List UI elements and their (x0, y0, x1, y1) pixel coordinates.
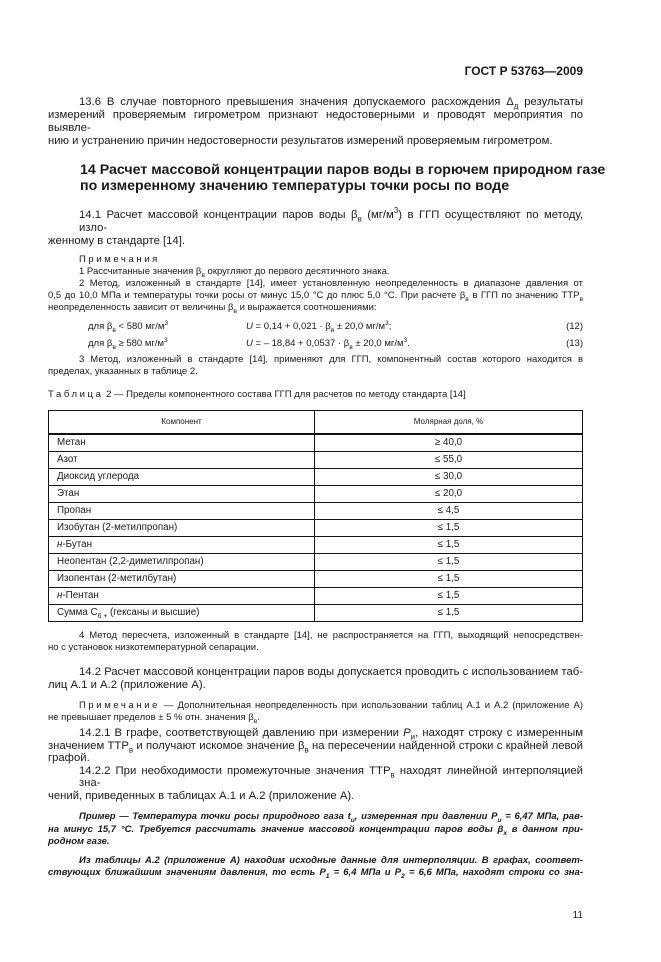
text-run: Сумма С (57, 607, 98, 618)
text-run: графой. (48, 752, 90, 764)
example-block (48, 811, 583, 849)
text-run: ствующих ближайшим значениям давления, то есть P (48, 867, 326, 878)
text-run: (мг/м (361, 209, 394, 221)
table-caption-text: 2 — Пределы компонентного состава ГГП для расчетов по методу стандарта [14] (103, 389, 466, 400)
component-cell (49, 605, 315, 622)
subscript: д (513, 101, 519, 111)
subscript: 6 + (97, 612, 108, 620)
text-run: 13.6 В случае повторного превышения значения допускаемого расхождения Δ (79, 96, 514, 108)
text-line (48, 630, 583, 642)
table-caption (48, 389, 583, 401)
text-run: 2 Метод, изложенный в стандарте [14], имеет установленную неопределенность в диапазоне давления от (79, 278, 583, 289)
text-run: . (257, 712, 260, 723)
formula-12 (48, 321, 583, 333)
text-line (48, 811, 583, 824)
molar-fraction-cell: ≤ 1,5 (315, 605, 583, 622)
table-header-row (49, 411, 583, 435)
text-line (48, 96, 583, 109)
molar-fraction-cell: ≤ 55,0 (315, 452, 583, 469)
table-row (49, 486, 583, 503)
text-line (48, 679, 583, 692)
paragraph-14-2 (48, 666, 583, 692)
text-run: ± 20,0 мг/м (352, 338, 404, 349)
note-3 (48, 354, 583, 378)
molar-fraction-cell: ≤ 1,5 (315, 537, 583, 554)
example-continuation (48, 855, 583, 880)
notes-block (48, 254, 583, 266)
text-run: родном газе. (48, 836, 110, 847)
subscript: в (201, 271, 205, 279)
text-run: в данном при- (507, 823, 583, 835)
subscript: в (128, 744, 134, 754)
component-cell (49, 486, 315, 503)
subscript: в (330, 326, 335, 334)
text-run: нию и устранению причин недостоверности результатов измерений проверяемым гигрометром. (48, 135, 553, 147)
superscript: 3 (164, 336, 168, 344)
table-row (49, 537, 583, 554)
component-cell (49, 554, 315, 571)
text-run: = 6,47 МПа, рав- (501, 811, 583, 822)
text-run: ± 20,0 мг/м (334, 321, 386, 332)
text-run: 14.1 Расчет массовой концентрации паров воды β (79, 209, 358, 221)
text-run: 1 Рассчитанные значения β (79, 266, 202, 277)
text-run: 14.2.1 В графе, соответствующей давлению при измерении (79, 727, 404, 739)
text-line (48, 836, 583, 849)
text-line (48, 700, 583, 712)
table-row (49, 469, 583, 486)
italic-symbol: P (403, 727, 411, 739)
superscript: 3 (385, 319, 389, 327)
component-cell (49, 469, 315, 486)
text-line (48, 666, 583, 679)
molar-fraction-cell: ≥ 40,0 (315, 434, 583, 452)
text-run: = 0,14 + 0,021 · β (252, 321, 331, 332)
text-run: . (407, 338, 410, 349)
component-cell (49, 503, 315, 520)
molar-fraction-cell: ≤ 4,5 (315, 503, 583, 520)
table-row (49, 605, 583, 622)
component-cell (49, 588, 315, 605)
subscript: и (410, 732, 416, 742)
column-header-component: Компонент (49, 411, 315, 435)
text-run: значением ТТР (48, 739, 129, 752)
text-line (48, 867, 583, 880)
text-run: Неопентан (2,2-диметилпропан) (57, 556, 204, 567)
text-run: — Дополнительная неопределенность при использовании таблиц А.1 и А.2 (приложение А) (160, 700, 583, 711)
text-run: = – 18,84 + 0,0537 · β (252, 338, 350, 349)
molar-fraction-cell: ≤ 20,0 (315, 486, 583, 503)
molar-fraction-cell: ≤ 1,5 (315, 588, 583, 605)
paragraph-13-6 (48, 96, 583, 148)
italic-symbol: н (57, 539, 63, 550)
table-row (49, 503, 583, 520)
molar-fraction-cell: ≤ 30,0 (315, 469, 583, 486)
notes-title-line (48, 254, 583, 266)
text-run: находят линейной интерполяцией зна- (79, 764, 583, 789)
table-caption-label: Таблица (48, 389, 104, 400)
notes-1-2 (48, 266, 583, 314)
text-line (48, 109, 583, 135)
italic-symbol: н (57, 590, 63, 601)
text-line (48, 824, 583, 837)
paragraph-14-2-1 (48, 727, 583, 765)
formula-13 (48, 338, 583, 350)
text-run: результаты (518, 96, 583, 108)
subscript: и (350, 816, 355, 824)
table-row (49, 520, 583, 537)
text-run: не превышает пределов ± 5 % отн. значения β (48, 712, 254, 723)
text-run: округляют до первого десятичного знака. (204, 266, 390, 277)
text-run: ) в ГГП осуществляют по методу, изло- (79, 209, 583, 234)
text-run: для β (88, 321, 113, 332)
text-run: -Бутан (62, 539, 93, 550)
section-heading (80, 162, 606, 194)
subscript: и (497, 816, 502, 824)
text-line (48, 855, 583, 868)
text-run: женному в стандарте [14]. (48, 235, 185, 247)
subscript: 2 (401, 872, 405, 880)
text-run: чений, приведенных в таблицах А.1 и А.2 (приложение А). (48, 789, 355, 802)
text-run: 3 Метод, изложенный в стандарте [14], применяют для ГГП, компонентный состав которого находится в (79, 354, 583, 365)
subscript: в (304, 744, 309, 754)
table-row (49, 554, 583, 571)
spaced-label: Примечание (79, 700, 160, 711)
subscript: в (390, 769, 395, 779)
formula-number: (12) (566, 321, 583, 332)
superscript: 3 (393, 206, 399, 216)
component-cell (49, 520, 315, 537)
column-header-molar-fraction: Молярная доля, % (315, 411, 583, 435)
text-line (48, 790, 583, 803)
text-run: пределах, указанных в таблице 2. (48, 366, 198, 377)
document-code: ГОСТ Р 53763—2009 (464, 64, 583, 78)
text-line (48, 135, 583, 148)
subscript: в (357, 214, 362, 224)
text-run: Пропан (57, 505, 92, 516)
text-run: Изопентан (2-метилбутан) (57, 573, 177, 584)
text-run: и выражается соотношениями: (236, 302, 377, 313)
text-run: в ГГП по значению ТТР (468, 290, 580, 301)
text-run: , находят строку с измеренным (415, 727, 583, 739)
text-line (48, 752, 583, 765)
document-page (48, 0, 606, 962)
text-line (48, 765, 583, 790)
text-run: но с установок низкотемпературной сепарации. (48, 642, 259, 653)
text-run: 0,5 до 10,0 МПа и температуры точки росы от минус 15,0 °С до плюс 5,0 °С. При расчете β (48, 290, 466, 301)
subscript: в (349, 343, 353, 351)
superscript: 3 (164, 319, 169, 327)
text-line (48, 278, 583, 290)
text-run: Этан (57, 488, 80, 499)
text-run: Изобутан (2-метилпропан) (57, 522, 178, 533)
text-run: Из таблицы А.2 (приложение А) находим исходные данные для интерполяции. В графах, соответ- (79, 854, 583, 866)
subscript: в (112, 343, 116, 351)
component-cell (49, 571, 315, 588)
text-run: и получают искомое значение β (133, 739, 305, 752)
subscript: x (503, 829, 508, 837)
superscript: 3 (403, 336, 408, 344)
subscript: в (579, 295, 583, 303)
formula-expression (246, 338, 566, 350)
formula-expression (246, 321, 566, 333)
text-line (48, 206, 583, 235)
text-line (48, 266, 583, 278)
text-line (48, 235, 583, 248)
paragraph-14-1 (48, 206, 583, 248)
italic-symbol: U (246, 338, 253, 349)
molar-fraction-cell: ≤ 1,5 (315, 571, 583, 588)
component-cell (49, 452, 315, 469)
formula-condition (48, 338, 246, 350)
text-run: (гексаны и высшие) (107, 607, 200, 618)
table-row (49, 434, 583, 452)
subscript: в (233, 307, 237, 315)
text-run: неопределенность зависит от величины β (48, 302, 234, 313)
text-run: 14.2.2 При необходимости промежуточные значения ТТР (79, 764, 391, 777)
page-number: 11 (572, 909, 583, 921)
table-row (49, 571, 583, 588)
text-run: -Пентан (62, 590, 99, 601)
section-heading-line: по измеренному значению температуры точки росы по воде (80, 177, 510, 194)
subscript: 1 (325, 872, 330, 880)
text-run: ; (388, 321, 392, 332)
text-run: = 6,4 МПа и P (329, 867, 402, 878)
text-run: ≥ 580 мг/м (115, 338, 165, 349)
text-run: измерений проверяемым гигрометром признают недостоверными и проводят мероприятия по выявле- (48, 109, 583, 134)
molar-fraction-cell: ≤ 1,5 (315, 554, 583, 571)
text-run: лиц А.1 и А.2 (приложение А). (48, 679, 206, 691)
text-line (48, 727, 583, 740)
subscript: в (112, 326, 116, 334)
notes-title: Примечания (79, 254, 160, 265)
text-line (48, 354, 583, 366)
text-run: на минус 15,7 °С. Требуется рассчитать значение массовой концентрации паров воды β (48, 823, 504, 835)
text-run: Диоксид углерода (57, 471, 140, 482)
text-run: 14.2 Расчет массовой концентрации паров воды допускается проводить с использованием таб- (79, 666, 583, 678)
table-row (49, 588, 583, 605)
text-run: < 580 мг/м (115, 321, 165, 332)
text-run: = 6,6 МПа, находят строки со зна- (404, 867, 583, 878)
text-line (48, 642, 583, 654)
note-4 (48, 630, 583, 654)
text-line (48, 366, 583, 378)
text-run: Пример — Температура точки росы природного газа t (79, 811, 351, 822)
text-line (48, 712, 583, 724)
italic-symbol: U (246, 321, 253, 332)
text-run: для β (88, 338, 113, 349)
section-heading-line: 14 Расчет массовой концентрации паров воды в горючем природном газе (80, 162, 606, 178)
molar-fraction-cell: ≤ 1,5 (315, 520, 583, 537)
text-run: Метан (57, 437, 86, 448)
table-row (49, 452, 583, 469)
text-line (48, 290, 583, 302)
subscript: в (465, 295, 469, 303)
text-run: , измеренная при давлении P (354, 811, 498, 822)
component-cell (49, 537, 315, 554)
text-line (48, 302, 583, 314)
text-run: 4 Метод пересчета, изложенный в стандарте [14], не распространяется на ГГП, выходящий непосредствен- (79, 630, 583, 641)
note-14-2 (48, 700, 583, 724)
text-run: на пересечении найденной строки с крайней левой (308, 739, 583, 752)
formula-number: (13) (566, 338, 583, 349)
components-table (48, 410, 583, 622)
subscript: в (253, 717, 258, 725)
text-line (48, 740, 583, 753)
text-run: Азот (57, 454, 78, 465)
component-cell (49, 434, 315, 452)
formula-condition (48, 321, 246, 333)
paragraph-14-2-2 (48, 765, 583, 803)
